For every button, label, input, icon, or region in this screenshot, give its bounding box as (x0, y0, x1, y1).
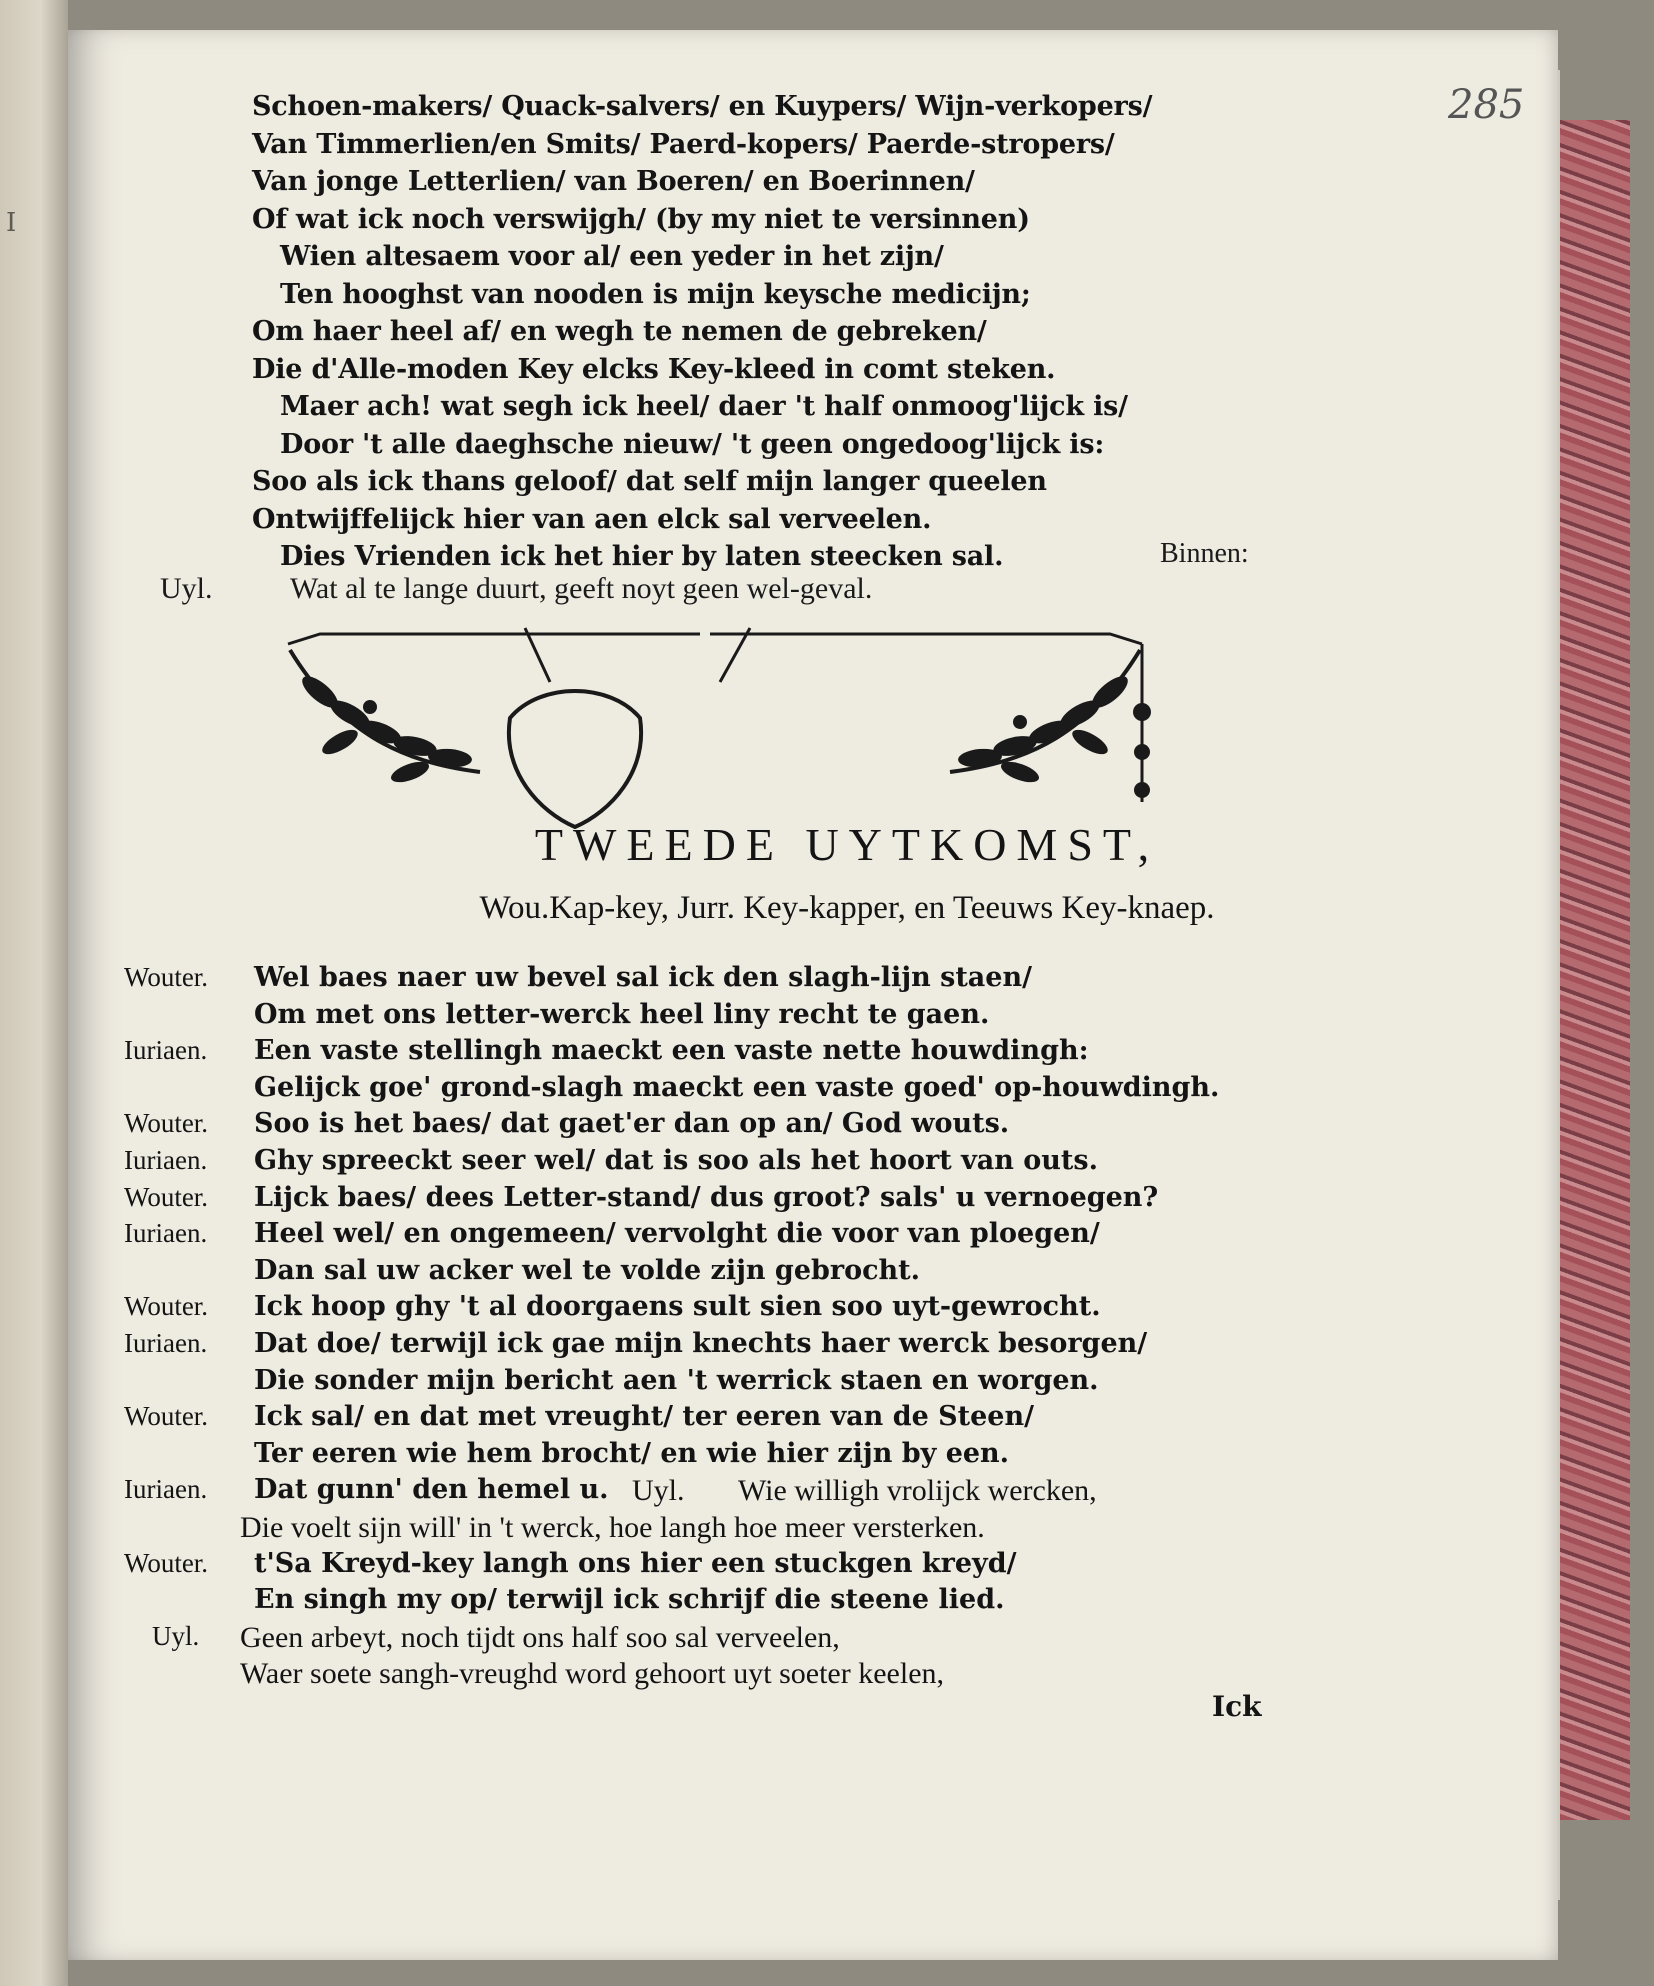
dialogue-text: Ick sal/ en dat met vreught/ ter eeren van de Steen/ (254, 1401, 1034, 1433)
dialogue-text: t'Sa Kreyd-key langh ons hier een stuckgen kreyd/ (254, 1547, 1017, 1579)
dialogue-text: Een vaste stellingh maeckt een vaste nette houwdingh: (254, 1035, 1089, 1067)
speaker-name: Iuriaen. (124, 1328, 208, 1358)
speaker-name: Wouter. (124, 1547, 209, 1578)
verse-line: Door 't alle daeghsche nieuw/ 't geen ongedoog'lijck is: (280, 428, 1105, 460)
speaker-name: Wouter. (124, 962, 209, 992)
dialogue-text: En singh my op/ terwijl ick schrijf die steene lied. (254, 1584, 1005, 1616)
dialogue-text: Lijck baes/ dees Letter-stand/ dus groot? sals' u vernoegen? (254, 1181, 1159, 1213)
verse-line: Van jonge Letterlien/ van Boeren/ en Boerinnen/ (252, 166, 975, 197)
speaker-name: Iuriaen. (124, 1145, 208, 1175)
dialogue-text: Dat gunn' den hemel u. (254, 1474, 609, 1506)
dialogue-text: Ter eeren wie hem brocht/ en wie hier zijn by een. (254, 1437, 1010, 1469)
marbled-endpaper (1560, 120, 1630, 1820)
garland-ornament (280, 622, 1160, 832)
dialogue-text: Geen arbeyt, noch tijdt ons half soo sal verveelen, (240, 1620, 840, 1654)
dialogue-text: Soo is het baes/ dat gaet'er dan op an/ God wouts. (254, 1108, 1010, 1140)
facing-page-fragment: I (6, 208, 17, 238)
speaker-name: Uyl. (152, 1620, 200, 1651)
dialogue-text: Dat doe/ terwijl ick gae mijn knechts haer werck besorgen/ (254, 1328, 1148, 1359)
verse-line: Soo als ick thans geloof/ dat self mijn langer queelen (252, 466, 1047, 497)
stage-direction: Binnen: (1160, 538, 1249, 569)
speaker-name: Uyl. (160, 572, 213, 605)
verse-line: Ten hooghst van nooden is mijn keysche medicijn; (280, 278, 1031, 310)
verse-line: Van Timmerlien/en Smits/ Paerd-kopers/ Paerde-stropers/ (252, 128, 1115, 160)
dialogue-text: Die voelt sijn will' in 't werck, hoe langh hoe meer versterken. (240, 1511, 985, 1544)
verse-block (252, 88, 1302, 576)
speaker-name: Iuriaen. (124, 1035, 208, 1066)
dialogue-text: Heel wel/ en ongemeen/ vervolght die voor van ploegen/ (254, 1218, 1100, 1250)
aside-speaker-name: Uyl. (632, 1474, 685, 1508)
cast-list: Wou.Kap-key, Jurr. Key-kapper, en Teeuws Key-knaep. (479, 890, 1215, 926)
dialogue-text: Ick hoop ghy 't al doorgaens sult sien soo uyt-gewrocht. (254, 1291, 1101, 1323)
uyl-text: Wat al te lange duurt, geeft noyt geen wel-geval. (290, 572, 873, 605)
catchword: Ick (1212, 1690, 1262, 1723)
dialogue-text: Om met ons letter-werck heel liny recht te gaen. (254, 998, 990, 1030)
verse-line: Dies Vrienden ick het hier by laten steecken sal. (280, 541, 1004, 572)
page-number: 285 (1448, 82, 1525, 128)
verse-line: Maer ach! wat segh ick heel/ daer 't half onmoog'lijck is/ (280, 391, 1128, 422)
dialogue-text: Ghy spreeckt seer wel/ dat is soo als het hoort van outs. (254, 1145, 1099, 1176)
uyl-line (160, 572, 873, 606)
speaker-name: Wouter. (124, 1291, 209, 1322)
dialogue-text: Dan sal uw acker wel te volde zijn gebrocht. (254, 1254, 921, 1286)
verse-line: Die d'Alle-moden Key elcks Key-kleed in comt steken. (252, 353, 1056, 385)
verse-line: Om haer heel af/ en wegh te nemen de gebreken/ (252, 316, 987, 347)
verse-line: Ontwijffelijck hier van aen elck sal verveelen. (252, 503, 932, 535)
speaker-name: Wouter. (124, 1401, 209, 1432)
aside-text: Wie willigh vrolijck wercken, (738, 1474, 1097, 1508)
dialogue-text: Waer soete sangh-vreughd word gehoort uyt soeter keelen, (240, 1657, 945, 1691)
section-title: TWEEDE UYTKOMST, (534, 819, 1160, 870)
facing-page-edge (0, 0, 68, 1986)
verse-line: Of wat ick noch verswijgh/ (by my niet te versinnen) (252, 203, 1030, 235)
verse-line: Wien altesaem voor al/ een yeder in het zijn/ (280, 241, 944, 272)
speaker-name: Wouter. (124, 1108, 209, 1139)
speaker-name: Iuriaen. (124, 1218, 208, 1249)
speaker-name: Iuriaen. (124, 1474, 208, 1505)
dialogue-text: Gelijck goe' grond-slagh maeckt een vaste goed' op-houwdingh. (254, 1071, 1220, 1103)
dialogue-text: Die sonder mijn bericht aen 't werrick staen en worgen. (254, 1364, 1099, 1396)
speaker-name: Wouter. (124, 1181, 209, 1212)
dialogue-text: Wel baes naer uw bevel sal ick den slagh-lijn staen/ (254, 962, 1032, 993)
verse-line: Schoen-makers/ Quack-salvers/ en Kuypers/ Wijn-verkopers/ (252, 91, 1153, 122)
